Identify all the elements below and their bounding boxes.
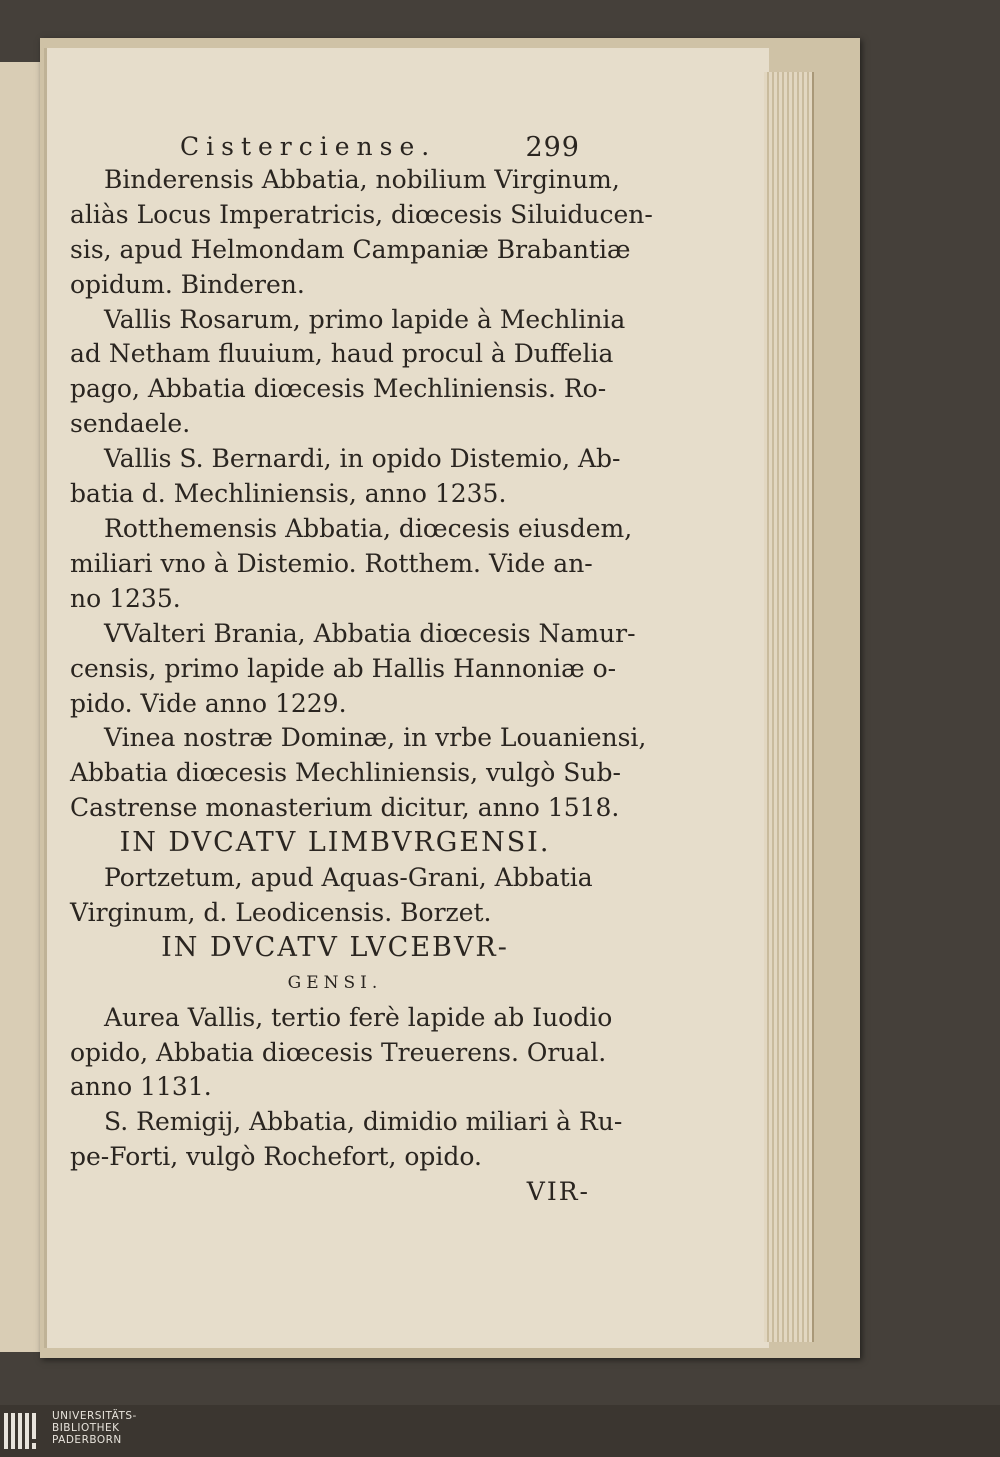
running-title: Cisterciense. [180, 132, 437, 161]
page-text [70, 128, 653, 1210]
text-line: opidum. Binderen. [70, 269, 305, 299]
text-line: miliari vno à Distemio. Rotthem. Vide an- [70, 548, 593, 578]
text-line: Vallis Rosarum, primo lapide à Mechlinia [104, 304, 626, 334]
page-number: 299 [525, 132, 580, 163]
text-line: Abbatia diœcesis Mechliniensis, vulgò Sub- [70, 758, 621, 788]
text-line: VValteri Brania, Abbatia diœcesis Namur- [104, 618, 636, 648]
text-line: VIR- [526, 1177, 590, 1207]
text-line: IN DVCATV LIMBVRGENSI. [119, 827, 551, 859]
text-line: Vinea nostræ Dominæ, in vrbe Louaniensi, [104, 723, 647, 753]
text-line: pe-Forti, vulgò Rochefort, opido. [70, 1142, 482, 1172]
facing-page-edge [0, 62, 42, 1352]
text-line: batia d. Mechliniensis, anno 1235. [70, 479, 507, 509]
text-line: pago, Abbatia diœcesis Mechliniensis. Ro- [70, 374, 607, 404]
text-line: S. Remigij, Abbatia, dimidio miliari à Ru- [104, 1107, 623, 1137]
footer-bar [0, 1405, 1000, 1457]
text-line: Virginum, d. Leodicensis. Borzet. [70, 897, 492, 927]
text-line: anno 1131. [70, 1072, 212, 1102]
text-line: ad Netham fluuium, haud procul à Duffelia [70, 339, 614, 369]
text-line: GENSI. [287, 972, 383, 993]
text-line: sendaele. [70, 409, 191, 439]
library-name-line1: UNIVERSITÄTS- [52, 1410, 137, 1422]
library-name [52, 1410, 137, 1446]
text-line: Castrense monasterium dicitur, anno 1518. [70, 793, 620, 823]
text-line: no 1235. [70, 583, 181, 613]
text-line: Aurea Vallis, tertio ferè lapide ab Iuodio [104, 1002, 613, 1032]
text-line: pido. Vide anno 1229. [70, 688, 347, 718]
text-line: Vallis S. Bernardi, in opido Distemio, Ab- [104, 444, 621, 474]
text-line: IN DVCATV LVCEBVR- [161, 931, 509, 963]
text-line: Rotthemensis Abbatia, diœcesis eiusdem, [104, 513, 633, 543]
text-line: Portzetum, apud Aquas-Grani, Abbatia [104, 863, 593, 893]
text-line: opido, Abbatia diœcesis Treuerens. Orual. [70, 1037, 607, 1067]
library-logo-icon [2, 1407, 42, 1455]
text-line: Binderensis Abbatia, nobilium Virginum, [104, 164, 620, 194]
text-line: censis, primo lapide ab Hallis Hannoniæ o- [70, 653, 617, 683]
library-name-line2: BIBLIOTHEK [52, 1422, 120, 1434]
text-line: sis, apud Helmondam Campaniæ Brabantiæ [70, 234, 631, 264]
library-name-line3: PADERBORN [52, 1434, 122, 1446]
page-edges [764, 72, 814, 1342]
text-line: aliàs Locus Imperatricis, diœcesis Siluiducen- [70, 199, 653, 229]
